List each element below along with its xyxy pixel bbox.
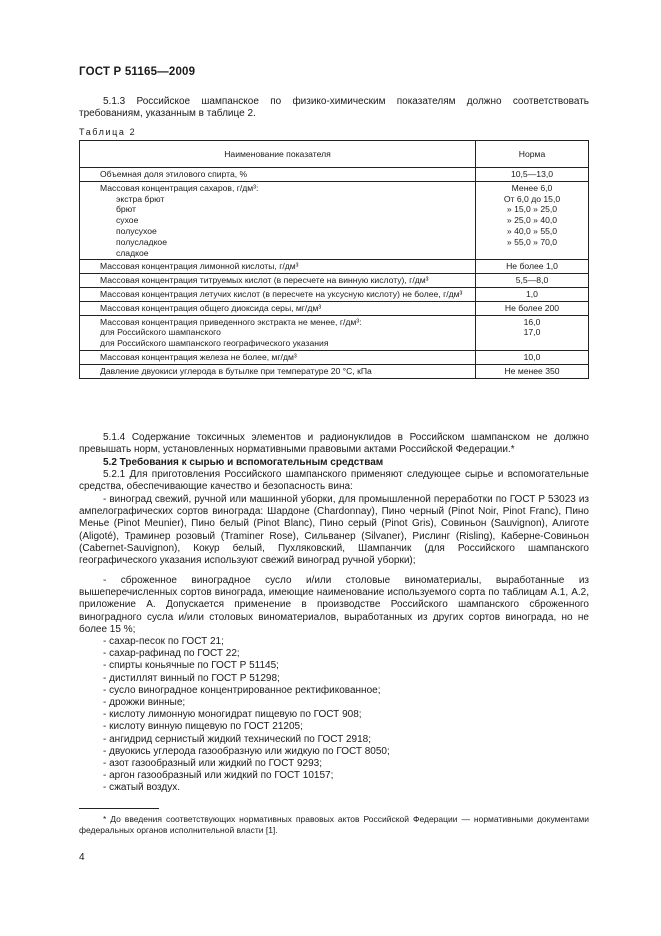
row-value: 10,0 — [476, 350, 589, 364]
row-sub-value: » 15,0 » 25,0 — [506, 204, 558, 215]
table-row — [80, 364, 589, 378]
section-5-2-1: 5.2.1 Для приготовления Российского шампанского применяют следующее сырье и вспомогательные средства, обеспечивающие качество и безопасность вина: — [79, 469, 589, 493]
row-sub-value: 16,0 — [523, 316, 541, 327]
table-row — [80, 287, 589, 301]
row-sub-name: для Российского шампанского географического указания — [100, 338, 329, 349]
row-sub-value: » 25,0 » 40,0 — [506, 215, 558, 226]
raw-materials-list — [79, 636, 589, 795]
list-item: - кислоту лимонную моногидрат пищевую по ГОСТ 908; — [103, 709, 362, 721]
list-item: - кислоту винную пищевую по ГОСТ 21205; — [103, 721, 303, 733]
row-sub-name: полусухое — [116, 225, 157, 236]
row-sub-name: брют — [116, 204, 136, 215]
list-item: - сусло виноградное концентрированное ректификованное; — [103, 684, 381, 696]
row-value: Не менее 350 — [476, 364, 589, 378]
list-item: - сахар-рафинад по ГОСТ 22; — [103, 648, 240, 660]
table-row — [80, 260, 589, 274]
table-row — [80, 315, 589, 350]
norms-table — [79, 140, 589, 379]
table-row — [80, 274, 589, 288]
row-name: Массовая концентрация летучих кислот (в пересчете на уксусную кислоту) не более, г/дм³ — [80, 287, 476, 301]
row-name: Массовая концентрация титруемых кислот (в пересчете на винную кислоту), г/дм³ — [80, 274, 476, 288]
list-item: - спирты коньячные по ГОСТ Р 51145; — [103, 660, 279, 672]
row-name: Давление двуокиси углерода в бутылке при температуре 20 °С, кПа — [80, 364, 476, 378]
standard-code-header: ГОСТ Р 51165—2009 — [79, 66, 196, 78]
section-5-1-4: 5.1.4 Содержание токсичных элементов и радионуклидов в Российском шампанском не должно превышать норм, установленных нормативными правовыми актами Российской Федерации.* — [79, 432, 589, 456]
page-number: 4 — [79, 852, 85, 863]
row-value-group — [476, 315, 589, 350]
list-item-must: - сброженное виноградное сусло и/или столовые виноматериалы, выработанные из вышеперечисленных сортов винограда, имеющие наименование используемого сорта по таблицам А.1, А.2, приложение А. Допускается применение в производстве Российского шампанского сброженного виноградного сусла и/или столовых виноматериалов, выработанных из других сортов винограда, но не более 15 %; — [79, 575, 589, 635]
column-header-name: Наименование показателя — [80, 141, 476, 168]
list-item: - двуокись углерода газообразную или жидкую по ГОСТ 8050; — [103, 745, 390, 757]
list-item: - сахар-песок по ГОСТ 21; — [103, 636, 224, 647]
table-row — [80, 168, 589, 182]
row-value: 5,5—8,0 — [476, 274, 589, 288]
column-header-norm: Норма — [476, 141, 589, 168]
row-name: Массовая концентрация лимонной кислоты, г/дм³ — [80, 260, 476, 274]
table-row — [80, 181, 589, 260]
footnote-divider — [79, 808, 159, 809]
row-sub-name: экстра брют — [116, 193, 165, 204]
row-sub-value: » 55,0 » 70,0 — [506, 236, 558, 247]
list-item: - сжатый воздух. — [103, 782, 181, 794]
list-item-grapes: - виноград свежий, ручной или машинной уборки, для промышленной переработки по ГОСТ Р 53023 из ампелографических сортов винограда: Шардоне (Chardonnay), Пино черный (Pinot Noir, Pinot Franc), Пино Менье (Pinot Meunier), Пино белый (Pinot Blanc), Пино серый (Pinot Gris), Совиньон (Sauvignon), Алиготе (Aligoté), Траминер розовый (Traminer Rose), Сильванер (Silvaner), Рислинг (Risling), Каберне-Совиньон (Cabernet-Sauvignon), Кокур белый, Пухляковский, Шампанчик (для Российского шампанского географического указания используют свежий виноград ручной уборки); — [79, 494, 589, 567]
list-item: - азот газообразный или жидкий по ГОСТ 9293; — [103, 758, 323, 770]
section-5-2-title: 5.2 Требования к сырью и вспомогательным средствам — [103, 457, 384, 468]
row-sub-name: сухое — [116, 215, 139, 226]
list-item: - аргон газообразный или жидкий по ГОСТ 10157; — [103, 770, 334, 782]
row-sub-value: От 6,0 до 15,0 — [503, 193, 561, 204]
row-name: Массовая концентрация железа не более, мг/дм³ — [80, 350, 476, 364]
list-item: - дистиллят винный по ГОСТ Р 51298; — [103, 672, 280, 684]
list-item: - дрожжи винные; — [103, 697, 186, 709]
row-name-group — [80, 315, 476, 350]
row-sub-name: для Российского шампанского — [100, 327, 221, 338]
table-row — [80, 301, 589, 315]
table-label: Таблица 2 — [79, 127, 137, 137]
row-value: Не более 1,0 — [476, 260, 589, 274]
row-sub-name: сладкое — [116, 247, 149, 258]
list-item: - ангидрид сернистый жидкий технический по ГОСТ 2918; — [103, 733, 372, 745]
footnote: * До введения соответствующих нормативных правовых актов Российской Федерации — нормативными документами федеральных органов исполнительной власти [1]. — [79, 814, 589, 835]
row-name: Массовая концентрация сахаров, г/дм³: — [100, 182, 259, 193]
row-sub-value: 17,0 — [523, 327, 541, 338]
table-header-row — [80, 141, 589, 168]
row-sub-value: » 40,0 » 55,0 — [506, 225, 558, 236]
table-row — [80, 350, 589, 364]
row-value: 10,5—13,0 — [476, 168, 589, 182]
row-name: Объемная доля этилового спирта, % — [80, 168, 476, 182]
row-sub-value: Менее 6,0 — [511, 182, 553, 193]
row-name-group — [80, 181, 476, 260]
row-sub-name: полусладкое — [116, 236, 167, 247]
row-name: Массовая концентрация общего диоксида серы, мг/дм³ — [80, 301, 476, 315]
row-name: Массовая концентрация приведенного экстракта не менее, г/дм³: — [100, 316, 362, 327]
row-value-group — [476, 181, 589, 260]
section-5-1-3: 5.1.3 Российское шампанское по физико-химическим показателям должно соответствовать требованиям, указанным в таблице 2. — [79, 96, 589, 120]
row-value: Не более 200 — [476, 301, 589, 315]
row-value: 1,0 — [476, 287, 589, 301]
